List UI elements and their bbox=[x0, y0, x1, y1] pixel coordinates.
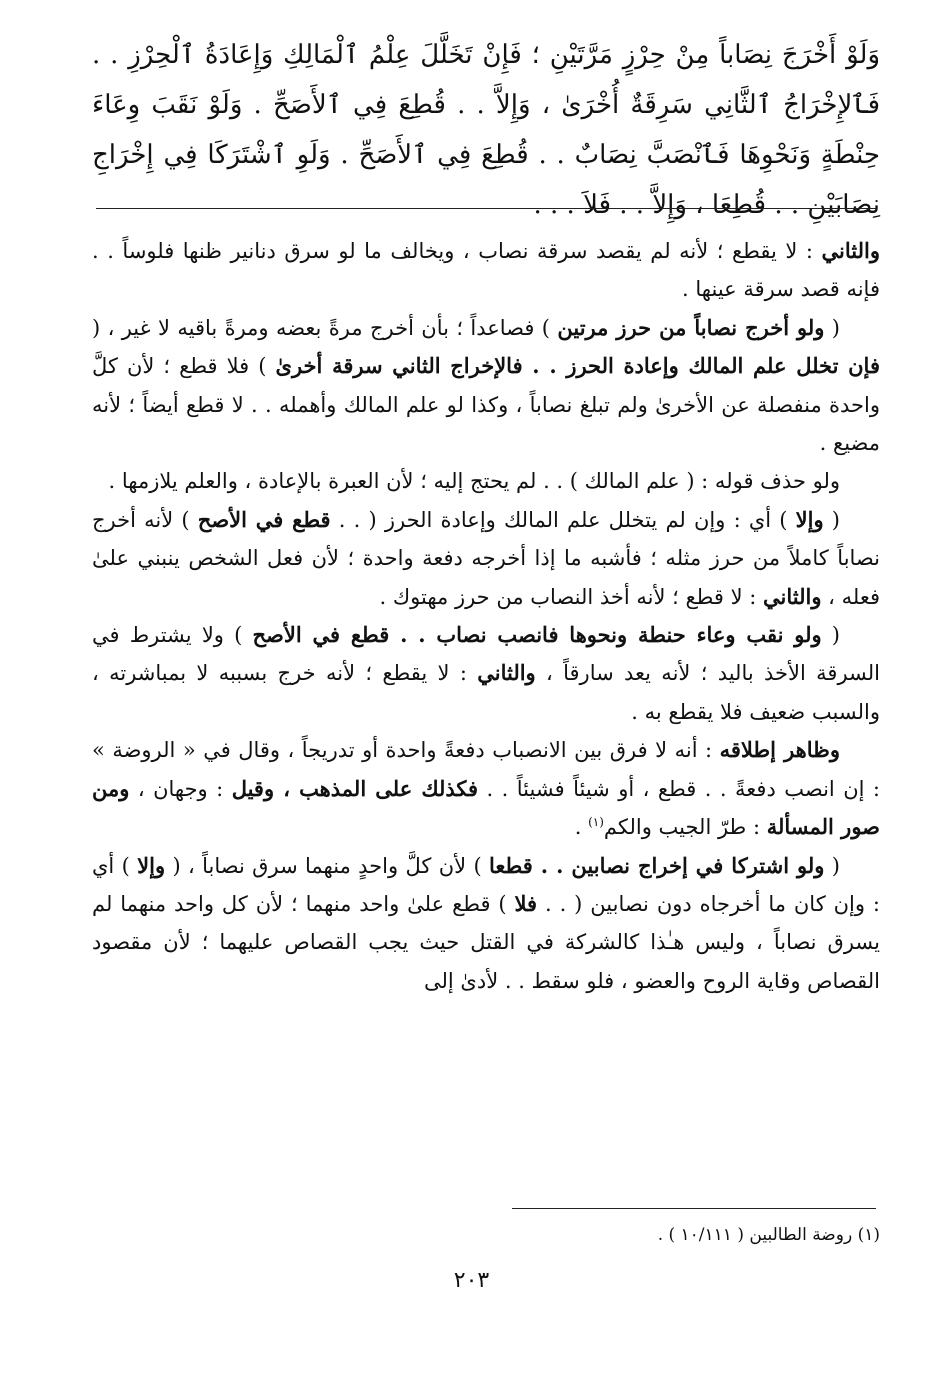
commentary-text: ) فصاعداً ؛ بأن أخرج مرةً بعضه ومرةً باقيه لا غير ، ( bbox=[92, 315, 558, 340]
bold-term: قطع في الأصح bbox=[197, 506, 331, 532]
commentary-text: : أنه لا فرق بين الانصباب دفعةً واحدة أو تدريجاً ، وقال في « الروضة » : إن انصب دفعةً . . قطع ، أو شيئاً فشيئاً . . bbox=[92, 738, 880, 801]
bold-term: وإلا bbox=[137, 852, 166, 878]
bold-term: والثاني bbox=[477, 660, 536, 686]
footnote bbox=[92, 1222, 880, 1248]
sharh-paragraph-7 bbox=[92, 847, 880, 1001]
bold-term: وإلا bbox=[795, 506, 824, 532]
bold-term: فإن تخلل علم المالك وإعادة الحرز . . فالإخراج الثاني سرقة أخرىٰ bbox=[275, 353, 880, 379]
commentary-text: ( bbox=[824, 853, 840, 878]
commentary-text: ( bbox=[823, 507, 840, 532]
commentary-text: : وجهان ، bbox=[129, 776, 232, 801]
footnote-text: روضة الطالبين ( ١٠/١١١ ) . bbox=[657, 1225, 853, 1245]
commentary-text: ) لأنه أخرج نصاباً كاملاً من حرز مثله ؛ فأشبه ما إذا أخرجه دفعة واحدة ؛ لأن فعل الشخص ينبني علىٰ فعله ، bbox=[92, 507, 880, 609]
sharh-paragraph-6 bbox=[92, 731, 880, 846]
sharh-paragraph-4 bbox=[92, 501, 880, 616]
sharh-paragraph-3 bbox=[92, 462, 880, 500]
commentary-text: : طرّ الجيب والكم bbox=[603, 815, 767, 840]
sharh-paragraph-5 bbox=[92, 616, 880, 731]
matn-separator-line bbox=[96, 208, 876, 209]
matn-paragraph: وَلَوْ أَخْرَجَ نِصَاباً مِنْ حِرْزٍ مَرَّتَيْنِ ؛ فَإِنْ تَخَلَّلَ عِلْمُ ٱلْمَالِكِ وَإِعَادَةُ ٱلْحِرْزِ . . فَٱلإِخْرَاجُ ٱلثَّانِي سَرِقَةٌ أُخْرَىٰ ، وَإِلاَّ . . قُطِعَ فِي ٱلأَصَحِّ . وَلَوْ نَقَبَ وِعَاءَ حِنْطَةٍ وَنَحْوِهَا فَٱنْصَبَّ نِصَابٌ . . قُطِعَ فِي ٱلأَصَحِّ . وَلَوِ ٱشْتَرَكَا فِي إِخْرَاجِ نِصَابَيْنِ . . قُطِعَا ، وَإِلاَّ . . فَلاَ . . . bbox=[92, 40, 880, 220]
commentary-text: ( bbox=[821, 623, 840, 648]
bold-term: ومن صور المسألة bbox=[92, 775, 880, 840]
footnote-number: (١) bbox=[857, 1225, 880, 1245]
footnote-marker: (١) bbox=[588, 815, 604, 830]
commentary-text: ) أي : وإن كان ما أخرجاه دون نصابين ( . . bbox=[92, 853, 880, 916]
matn-text-block bbox=[92, 30, 880, 230]
commentary-text: ) فلا قطع ؛ لأن كلَّ واحدة منفصلة عن الأخرىٰ ولم تبلغ نصاباً ، وكذا لو علم المالك وأهمله . . لا قطع أيضاً ؛ لأنه مضيع . bbox=[92, 354, 880, 456]
bold-term: والثاني bbox=[763, 583, 822, 609]
commentary-text: ) ولا يشترط في السرقة الأخذ باليد ؛ لأنه يعد سارقاً ، bbox=[92, 623, 880, 686]
commentary-text: : لا يقطع ؛ لأنه خرج بسببه لا بمباشرته ، والسبب ضعيف فلا يقطع به . bbox=[92, 661, 880, 724]
commentary-text: : لا يقطع ؛ لأنه لم يقصد سرقة نصاب ، ويخالف ما لو سرق دنانير ظنها فلوساً . . فإنه قصد سرقة عينها . bbox=[92, 239, 880, 302]
commentary-text: ولو حذف قوله : ( علم المالك ) . . لم يحتج إليه ؛ لأن العبرة بالإعادة ، والعلم يلازمها . bbox=[108, 469, 840, 494]
sharh-paragraph-2 bbox=[92, 309, 880, 463]
commentary-text: ) قطع علىٰ واحد منهما ؛ لأن كل واحد منهما لم يسرق نصاباً ، وليس هـٰذا كالشركة في القتل حيث يجب القصاص عليهما ؛ لأن مقصود القصاص وقاية الروح والعضو ، فلو سقط . . لأدىٰ إلى bbox=[92, 891, 880, 993]
bold-term: ولو أخرج نصاباً من حرز مرتين bbox=[557, 314, 825, 340]
sharh-paragraph-1 bbox=[92, 232, 880, 309]
bold-term: وظاهر إطلاقه bbox=[719, 737, 841, 763]
footnote-separator-line bbox=[512, 1208, 876, 1209]
page-number: ٢٠٣ bbox=[453, 1268, 490, 1293]
commentary-text: ( bbox=[824, 315, 841, 340]
commentary-text: ) أي : وإن لم يتخلل علم المالك وإعادة الحرز ( . . bbox=[330, 507, 796, 532]
sharh-commentary-block bbox=[92, 232, 880, 1000]
bold-term: فكذلك على المذهب ، وقيل bbox=[231, 775, 479, 801]
bold-term: والثاني bbox=[821, 238, 880, 263]
bold-term: فلا bbox=[514, 890, 538, 916]
commentary-text: ) لأن كلَّ واحدٍ منهما سرق نصاباً ، ( bbox=[165, 853, 490, 878]
commentary-text: : لا قطع ؛ لأنه أخذ النصاب من حرز مهتوك . bbox=[379, 584, 764, 609]
bold-term: ولو نقب وعاء حنطة ونحوها فانصب نصاب . . قطع في الأصح bbox=[252, 622, 822, 648]
bold-term: ولو اشتركا في إخراج نصابين . . قطعا bbox=[489, 852, 825, 878]
commentary-text: . bbox=[574, 815, 589, 840]
